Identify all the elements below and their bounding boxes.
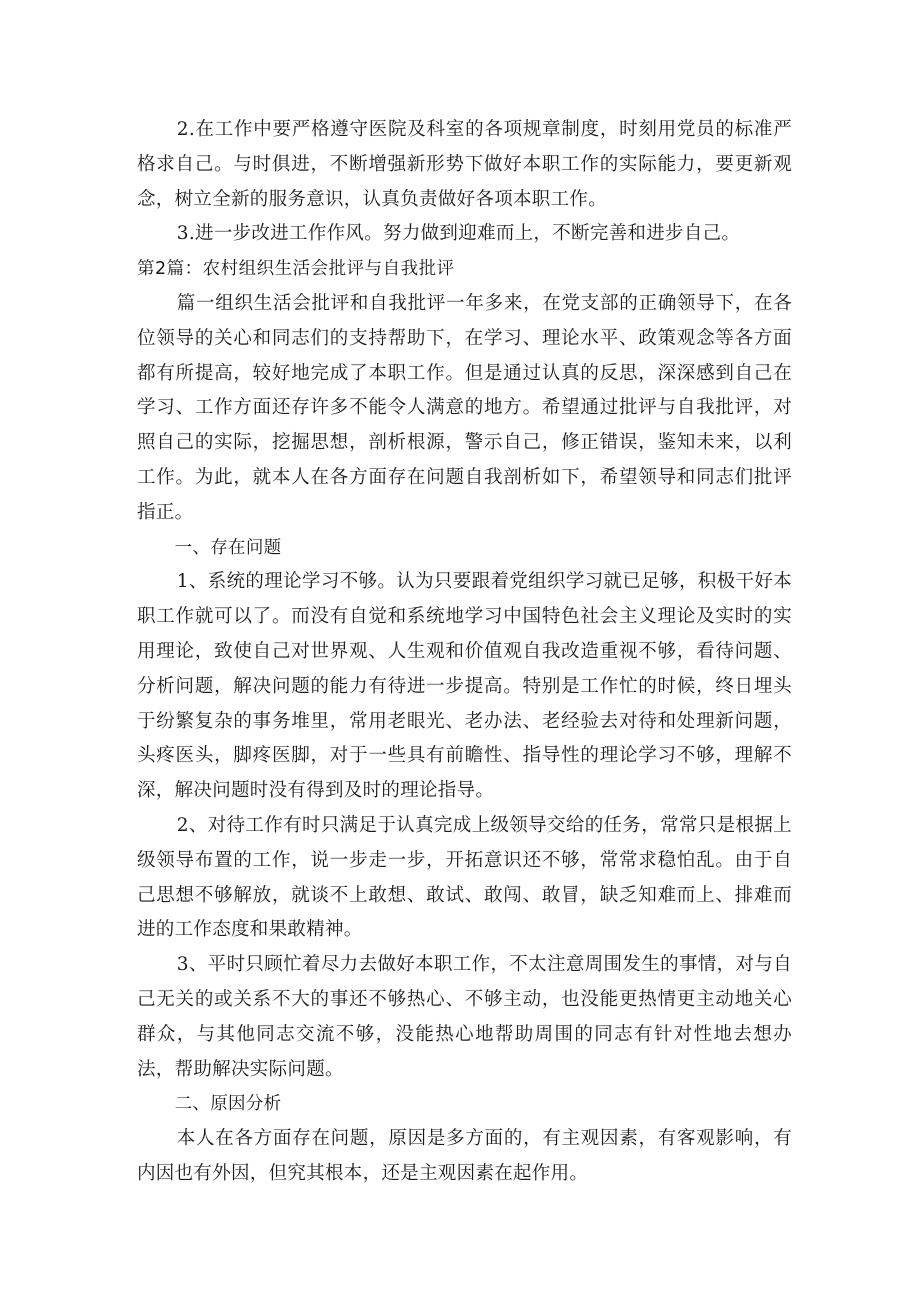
paragraph-problem-3: 3、平时只顾忙着尽力去做好本职工作，不太注意周围发生的事情，对与自己无关的或关系不大的事还不够热心、不够主动，也没能更热情更主动地关心群众，与其他同志交流不够，没能热心地帮助周围的同志有针对性地去想办法，帮助解决实际问题。 (137, 954, 792, 1080)
paragraph-causes: 本人在各方面存在问题，原因是多方面的，有主观因素，有客观影响，有内因也有外因，但究其根本，还是主观因素在起作用。 (137, 1128, 792, 1184)
paragraph-problem-1: 1、系统的理论学习不够。认为只要跟着党组织学习就已足够，积极干好本职工作就可以了。而没有自觉和系统地学习中国特色社会主义理论及实时的实用理论，致使自己对世界观、人生观和价值观自我改造重视不够，看待问题、分析问题，解决问题的能力有待进一步提高。特别是工作忙的时候，终日埋头于纷繁复杂的事务堆里，常用老眼光、老办法、老经验去对待和处理新问题，头疼医头，脚疼医脚，对于一些具有前瞻性、指导性的理论学习不够，理解不深，解决问题时没有得到及时的理论指导。 (137, 571, 792, 802)
paragraph-problem-2: 2、对待工作有时只满足于认真完成上级领导交给的任务，常常只是根据上级领导布置的工作，说一步走一步，开拓意识还不够，常常求稳怕乱。由于自己思想不够解放，就谈不上敢想、敢试、敢闯、敢冒，缺乏知难而上、排难而进的工作态度和果敢精神。 (137, 814, 792, 941)
paragraph-intro: 篇一组织生活会批评和自我批评一年多来，在党支部的正确领导下，在各位领导的关心和同志们的支持帮助下，在学习、理论水平、政策观念等各方面都有所提高，较好地完成了本职工作。但是通过认真的反思，深深感到自己在学习、工作方面还存许多不能令人满意的地方。希望通过批评与自我批评，对照自己的实际，挖掘思想，剖析根源，警示自己，修正错误，鉴知未来，以利工作。为此，就本人在各方面存在问题自我剖析如下，希望领导和同志们批评指正。 (137, 292, 792, 523)
paragraph-rule-3: 3.进一步改进工作作风。努力做到迎难而上，不断完善和进步自己。 (176, 223, 741, 245)
paragraph-rule-2: 2.在工作中要严格遵守医院及科室的各项规章制度，时刻用党员的标准严格求自己。与时俱进，不断增强新形势下做好本职工作的实际能力，要更新观念，树立全新的服务意识，认真负责做好各项本职工作。 (137, 119, 792, 210)
subheading-causes: 二、原因分析 (174, 1094, 282, 1115)
subheading-problems: 一、存在问题 (174, 537, 282, 558)
document-body (137, 113, 792, 1192)
section-title: 第2篇：农村组织生活会批评与自我批评 (137, 259, 455, 280)
